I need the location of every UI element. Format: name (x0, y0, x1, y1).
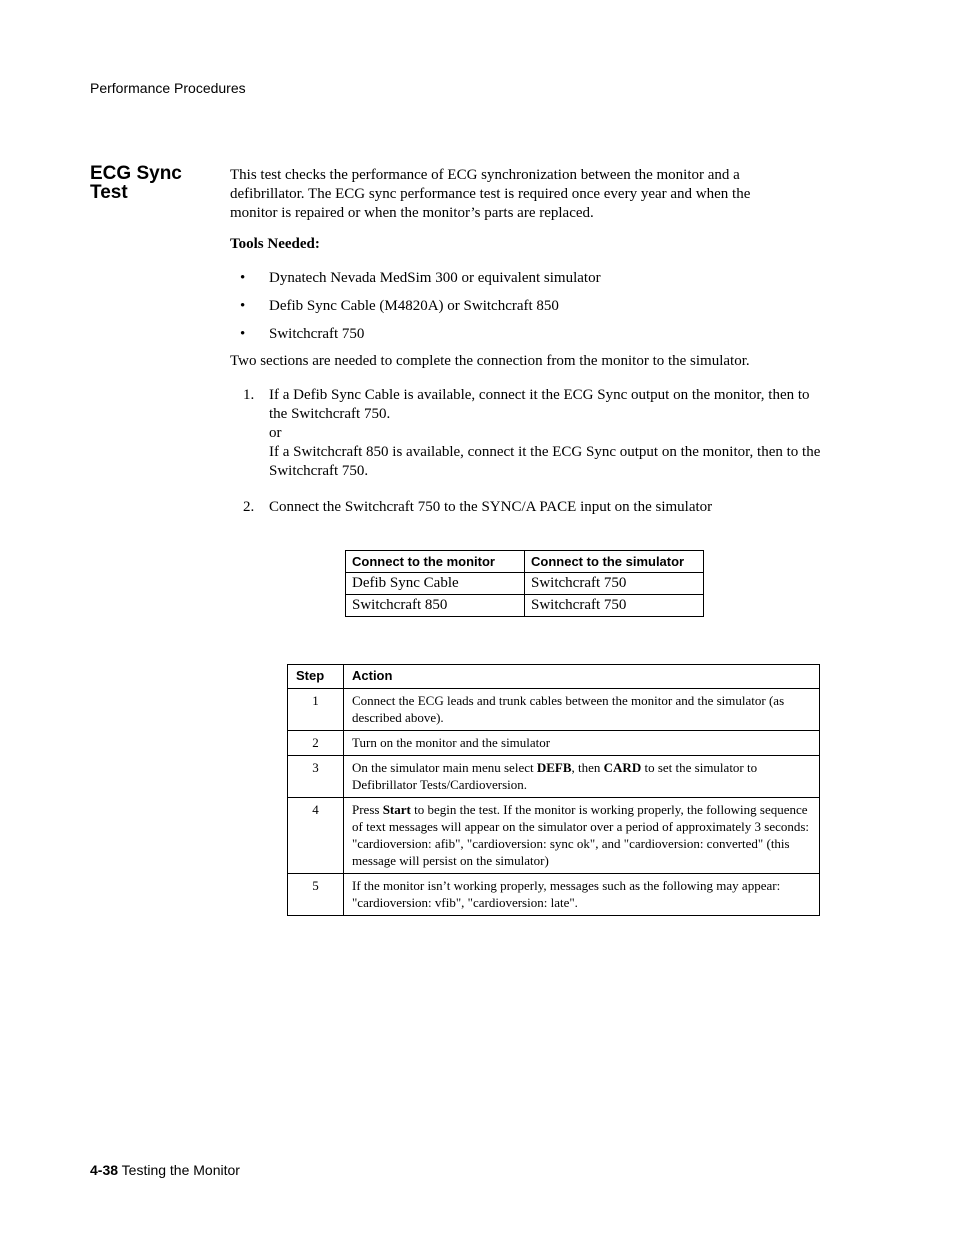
step-or: or (269, 425, 282, 441)
table-header-row (346, 551, 704, 573)
table-row (346, 573, 704, 595)
sections-note: Two sections are needed to complete the connection from the monitor to the simulator. (230, 353, 750, 369)
table-cell: Switchcraft 850 (346, 595, 525, 617)
bullet-icon: • (240, 270, 246, 286)
column-header: Connect to the simulator (525, 551, 704, 573)
intro-paragraph: This test checks the performance of ECG synchronization between the monitor and a defibrillator. The ECG sync performance test is required once every year and when the monitor is repaired or when the monitor’s parts are replaced. (230, 167, 751, 221)
table-row (346, 595, 704, 617)
start-key: Start (382, 802, 411, 817)
action-cell: If the monitor isn’t working properly, messages such as the following may appear: "cardioversion: vfib", "cardioversion: late". (344, 874, 820, 916)
column-header-step: Step (288, 665, 344, 689)
table-row (288, 689, 820, 731)
action-text: Press (352, 802, 383, 817)
step-cell: 5 (288, 874, 344, 916)
table-header-row (288, 665, 820, 689)
step-cell: 1 (288, 689, 344, 731)
step-cell: 2 (288, 731, 344, 756)
step-text: If a Defib Sync Cable is available, connect it the ECG Sync output on the monitor, then to the Switchcraft 750. (269, 387, 810, 422)
step-cell: 4 (288, 798, 344, 874)
chapter-title: Testing the Monitor (121, 1162, 240, 1178)
table-cell: Defib Sync Cable (346, 573, 525, 595)
tool-item-text: Switchcraft 750 (269, 326, 365, 342)
column-header-action: Action (344, 665, 820, 689)
running-head: Performance Procedures (90, 80, 246, 96)
table-row (288, 731, 820, 756)
table-row (288, 756, 820, 798)
tool-item-text: Dynatech Nevada MedSim 300 or equivalent simulator (269, 270, 601, 286)
column-header: Connect to the monitor (346, 551, 525, 573)
action-cell: Turn on the monitor and the simulator (344, 731, 820, 756)
action-text: , then (571, 760, 604, 775)
step-number: 2. (243, 499, 255, 515)
action-cell (344, 798, 820, 874)
action-text: On the simulator main menu select (352, 760, 537, 775)
step-text-alt: If a Switchcraft 850 is available, connect it the ECG Sync output on the monitor, then to the Switchcraft 750. (269, 444, 821, 479)
step-cell: 3 (288, 756, 344, 798)
menu-key-defb: DEFB (536, 760, 572, 775)
bullet-icon: • (240, 326, 246, 342)
action-cell (344, 756, 820, 798)
menu-key-card: CARD (603, 760, 642, 775)
connection-table (345, 550, 704, 617)
action-cell: Connect the ECG leads and trunk cables between the monitor and the simulator (as described above). (344, 689, 820, 731)
page-footer (90, 1162, 240, 1178)
bullet-icon: • (240, 298, 246, 314)
table-cell: Switchcraft 750 (525, 595, 704, 617)
page-number: 4-38 (90, 1162, 119, 1178)
procedure-table (287, 664, 820, 916)
action-text: to begin the test. If the monitor is working properly, the following sequence of text messages will appear on the simulator over a period of approximately 3 seconds: "cardioversion: afib", "cardioversion: sync ok", and "cardioversion: converted" (this message will persist on the simulator) (352, 802, 810, 868)
tools-needed-heading: Tools Needed: (230, 236, 320, 252)
table-row (288, 798, 820, 874)
tool-item-text: Defib Sync Cable (M4820A) or Switchcraft 850 (269, 298, 559, 314)
step-text: Connect the Switchcraft 750 to the SYNC/A PACE input on the simulator (269, 499, 713, 515)
action-text: to set the simulator to Defibrillator Tests/Cardioversion. (352, 760, 758, 792)
table-row (288, 874, 820, 916)
section-title: ECG Sync Test (90, 163, 182, 203)
step-number: 1. (243, 387, 255, 403)
table-cell: Switchcraft 750 (525, 573, 704, 595)
